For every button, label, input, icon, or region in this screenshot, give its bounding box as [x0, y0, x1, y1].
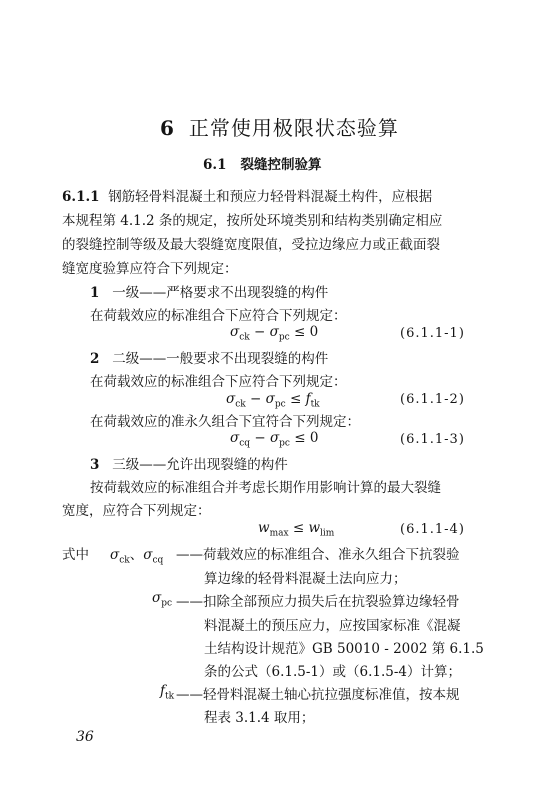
def2-text-1: 扣除全部预应力损失后在抗裂验算边缘轻骨 [203, 594, 460, 610]
chapter-title-text: 正常使用极限状态验算 [188, 116, 399, 140]
section-title [203, 153, 322, 173]
def1-dash: —— [176, 547, 203, 563]
item-2-text-a: 在荷载效应的标准组合下应符合下列规定： [90, 374, 347, 390]
definition-2-line-1 [176, 590, 460, 610]
definition-1-line-2: 算边缘的轻骨料混凝土法向应力； [204, 571, 407, 587]
item-2-title: 二级——一般要求不出现裂缝的构件 [112, 351, 329, 367]
definition-3-symbol [160, 683, 174, 702]
def2-sym: σ [152, 590, 162, 606]
def1-sub1: ck [119, 555, 130, 566]
def3-text-1: 轻骨料混凝土轴心抗拉强度标准值，按本规 [203, 687, 460, 703]
definition-2-line-4: 条的公式（6.1.5-1）或（6.1.5-4）计算； [204, 664, 462, 680]
equation-1 [230, 324, 318, 343]
eq2-op: − [245, 391, 266, 407]
clause-line-3: 的裂缝控制等级及最大裂缝宽度限值，受拉边缘应力或正截面裂 [62, 237, 440, 253]
def3-sub: tk [165, 691, 175, 702]
def1-sym2: σ [143, 547, 153, 563]
eq4-term-c: w [308, 520, 321, 536]
eq4-term-a: w [258, 520, 270, 536]
definition-2-line-3: 土结构设计规范》GB 50010 - 2002 第 6.1.5 [204, 641, 484, 657]
eq2-term-b: σ [265, 391, 275, 407]
def1-sep: 、 [129, 547, 144, 563]
eq4-sub-a: max [269, 528, 289, 539]
definition-2-line-2: 料混凝土的预压应力，应按国家标准《混凝 [204, 618, 461, 634]
chapter-number: 6 [160, 116, 175, 140]
definition-3-line-2: 程表 3.1.4 取用； [204, 710, 315, 726]
equation-2-number: (6.1.1-2) [400, 392, 465, 407]
eq2-term-c: f [305, 391, 311, 407]
item-3-title: 三级——允许出现裂缝的构件 [112, 457, 288, 473]
item-1-number: 1 [90, 285, 100, 301]
def2-dash: —— [176, 594, 203, 610]
eq3-term-a: σ [230, 430, 240, 446]
eq1-sub-a: ck [239, 332, 250, 343]
eq4-sub-c: lim [320, 528, 335, 539]
clause-text-1: 钢筋轻骨料混凝土和预应力轻骨料混凝土构件，应根据 [108, 189, 433, 205]
definition-1-symbol [110, 543, 163, 566]
eq2-sub-b: pc [274, 399, 286, 410]
eq2-term-a: σ [226, 391, 236, 407]
eq3-term-b: σ [269, 430, 280, 446]
equation-3-number: (6.1.1-3) [400, 432, 465, 447]
chapter-title [160, 112, 399, 141]
item-2-number: 2 [90, 351, 100, 367]
item-3-text-2: 宽度，应符合下列规定： [62, 503, 211, 519]
equation-3 [230, 430, 318, 449]
definition-3-line-1 [176, 683, 460, 703]
equation-1-number: (6.1.1-1) [400, 326, 465, 341]
eq3-op: − [250, 430, 270, 446]
item-3-text-1: 按荷载效应的标准组合并考虑长期作用影响计算的最大裂缝 [90, 480, 441, 496]
def1-text-1: 荷载效应的标准组合、准永久组合下抗裂验 [203, 547, 460, 563]
def3-sym: f [160, 683, 165, 699]
item-2-heading [90, 347, 328, 367]
eq1-op: − [249, 324, 270, 340]
def1-sub2: cq [152, 555, 164, 566]
def2-sub: pc [161, 598, 173, 609]
clause-line-2: 本规程第 4.1.2 条的规定，按所处环境类别和结构类别确定相应 [62, 213, 443, 229]
item-1-title: 一级——严格要求不出现裂缝的构件 [112, 285, 329, 301]
item-1-heading [90, 281, 328, 301]
eq2-sub-a: ck [235, 399, 246, 410]
definition-1-line-1 [176, 543, 460, 563]
eq2-sub-c: tk [310, 399, 320, 410]
eq2-rel: ≤ [285, 391, 306, 407]
item-1-text: 在荷载效应的标准组合下应符合下列规定： [90, 308, 347, 324]
eq3-sub-b: pc [279, 438, 290, 449]
equation-4 [258, 520, 334, 539]
item-2-text-b: 在荷载效应的准永久组合下宜符合下列规定： [90, 414, 360, 430]
page-number: 36 [76, 729, 94, 745]
eq3-rel: ≤ [289, 430, 310, 446]
clause-line-4: 缝宽度验算应符合下列规定： [62, 261, 238, 277]
where-label: 式中 [62, 547, 89, 563]
equation-2 [226, 391, 320, 410]
definition-2-symbol [152, 590, 172, 609]
clause-line-1 [62, 185, 432, 205]
item-3-number: 3 [90, 457, 100, 473]
item-3-heading [90, 453, 288, 473]
eq1-term-b: σ [269, 324, 279, 340]
def3-dash: —— [176, 687, 203, 703]
eq3-term-c: 0 [309, 430, 319, 446]
section-number: 6.1 [203, 157, 227, 173]
eq1-rel: ≤ [289, 324, 310, 340]
eq4-rel: ≤ [288, 520, 309, 536]
eq1-sub-b: pc [278, 332, 290, 343]
eq1-term-c: 0 [309, 324, 319, 340]
clause-number: 6.1.1 [62, 189, 100, 205]
eq3-sub-a: cq [239, 438, 251, 449]
section-title-text: 裂缝控制验算 [240, 157, 322, 173]
eq1-term-a: σ [230, 324, 240, 340]
equation-4-number: (6.1.1-4) [400, 522, 465, 537]
def1-sym: σ [110, 547, 120, 563]
